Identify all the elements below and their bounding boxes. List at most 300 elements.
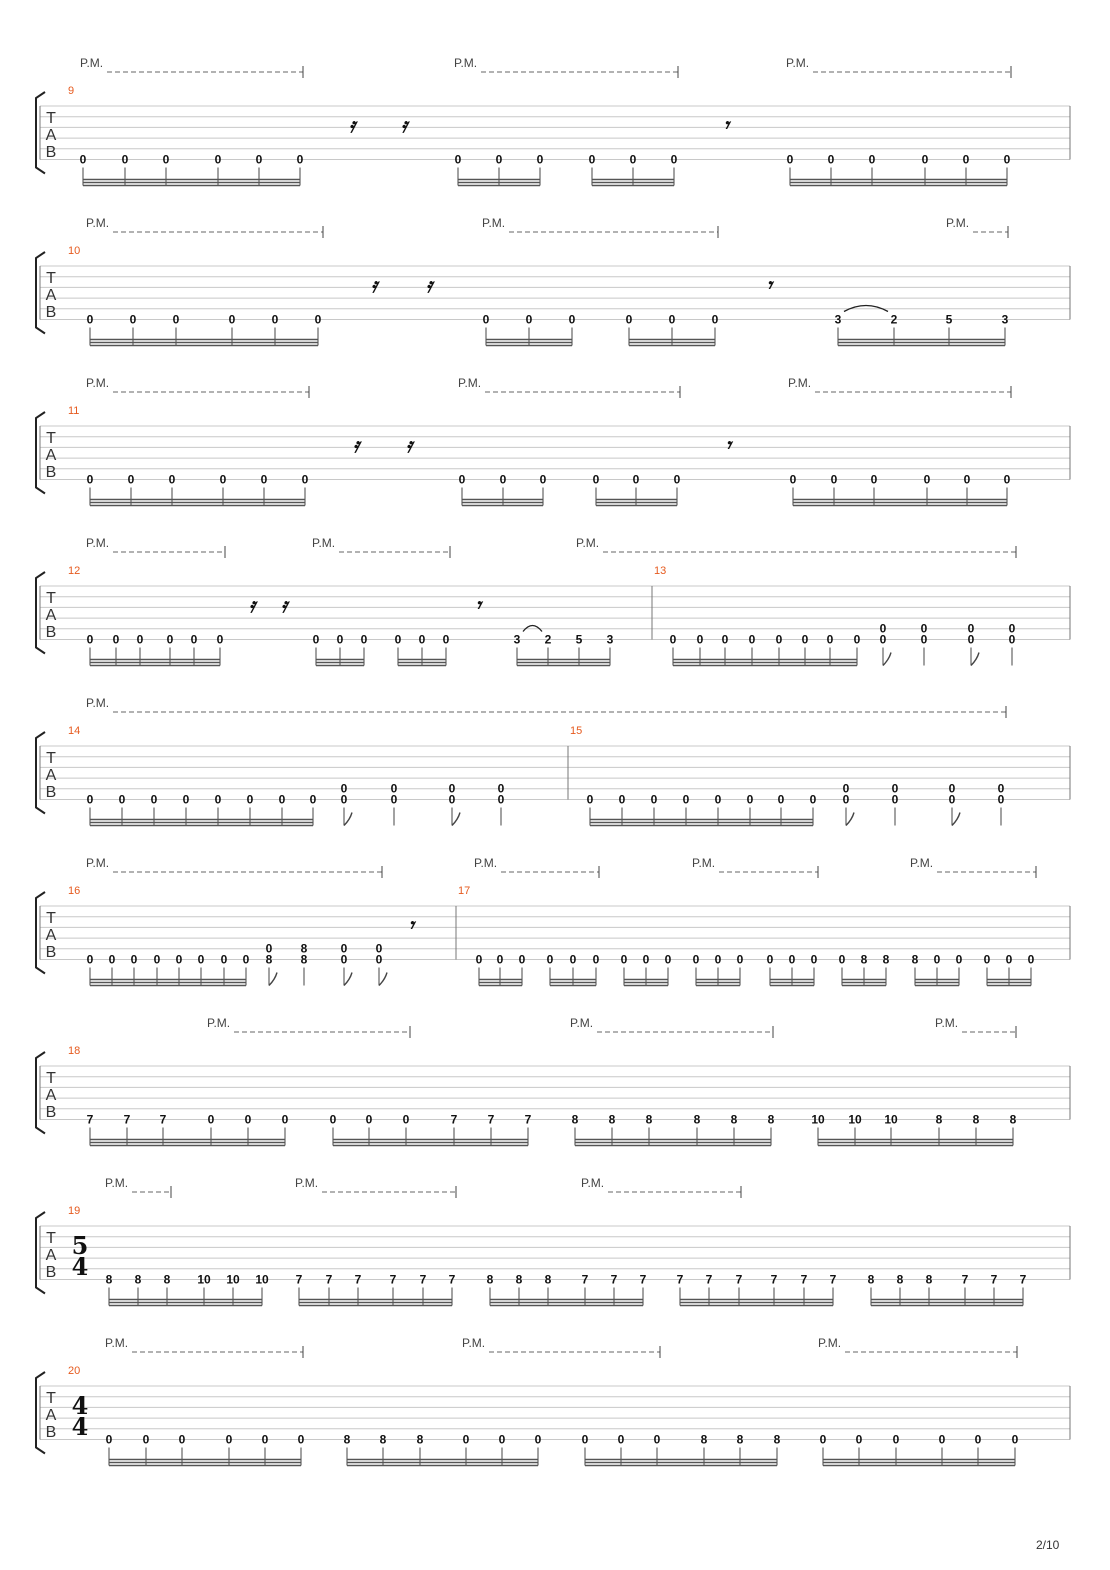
- palm-mute-label: P.M.: [105, 1176, 129, 1190]
- fret-number: 0: [855, 1432, 863, 1447]
- fret-number: 0: [692, 952, 700, 967]
- fret-number: 0: [86, 472, 94, 487]
- tab-clef-letter: A: [45, 287, 57, 304]
- tab-clef-letter: B: [45, 944, 57, 961]
- time-signature-top: 4: [71, 1391, 89, 1420]
- fret-number: 0: [539, 472, 547, 487]
- time-signature-bottom: 4: [71, 1252, 89, 1281]
- palm-mute-label: P.M.: [581, 1176, 605, 1190]
- fret-number: 0: [525, 312, 533, 327]
- fret-number: 0: [220, 952, 228, 967]
- tab-clef-letter: B: [45, 624, 57, 641]
- fret-number: 0: [442, 632, 450, 647]
- fret-number: 0: [86, 312, 94, 327]
- tab-clef-letter: T: [46, 110, 56, 127]
- fret-number: 7: [770, 1272, 778, 1287]
- fret-number: 0: [496, 952, 504, 967]
- fret-number: 0: [418, 632, 426, 647]
- note-flag: [269, 973, 277, 986]
- tab-system: [36, 696, 1070, 826]
- tab-clef-letter: B: [45, 1104, 57, 1121]
- tab-system: [36, 856, 1070, 986]
- palm-mute-label: P.M.: [105, 1336, 129, 1350]
- tab-system: [36, 376, 1070, 506]
- tab-system: [36, 1016, 1070, 1146]
- fret-number: 0: [365, 1112, 373, 1127]
- fret-number: 0: [242, 952, 250, 967]
- fret-number: 0: [475, 952, 483, 967]
- tab-system: [36, 56, 1070, 186]
- fret-number: 0: [129, 312, 137, 327]
- fret-number: 8: [300, 952, 308, 967]
- fret-number: 0: [175, 952, 183, 967]
- fret-number: 8: [730, 1112, 738, 1127]
- fret-number: 0: [340, 941, 348, 956]
- fret-number: 0: [1008, 621, 1016, 636]
- time-signature-bottom: 4: [71, 1412, 89, 1441]
- measure-number: 17: [458, 885, 471, 897]
- fret-number: 0: [974, 1432, 982, 1447]
- tab-clef-letter: T: [46, 1390, 56, 1407]
- fret-number: 0: [207, 1112, 215, 1127]
- fret-number: 8: [860, 952, 868, 967]
- rest-symbol: 𝄿: [400, 113, 408, 137]
- palm-mute-label: P.M.: [910, 856, 934, 870]
- fret-number: 0: [108, 952, 116, 967]
- fret-number: 0: [997, 792, 1005, 807]
- fret-number: 0: [281, 1112, 289, 1127]
- fret-number: 8: [379, 1432, 387, 1447]
- note-flag: [846, 813, 854, 826]
- fret-number: 0: [696, 632, 704, 647]
- tab-clef-letter: T: [46, 270, 56, 287]
- fret-number: 0: [336, 632, 344, 647]
- tab-clef-letter: A: [45, 607, 57, 624]
- fret-number: 7: [524, 1112, 532, 1127]
- fret-number: 0: [588, 152, 596, 167]
- fret-number: 7: [676, 1272, 684, 1287]
- fret-number: 2: [890, 312, 898, 327]
- fret-number: 0: [112, 632, 120, 647]
- tab-clef-letter: T: [46, 910, 56, 927]
- fret-number: 0: [830, 472, 838, 487]
- fret-number: 0: [340, 781, 348, 796]
- fret-number: 0: [162, 152, 170, 167]
- fret-number: 0: [842, 781, 850, 796]
- rest-symbol: 𝄿: [370, 273, 378, 297]
- fret-number: 7: [448, 1272, 456, 1287]
- fret-number: 0: [246, 792, 254, 807]
- palm-mute-label: P.M.: [935, 1016, 959, 1030]
- fret-number: 0: [879, 621, 887, 636]
- fret-number: 0: [569, 952, 577, 967]
- rest-symbol: 𝄾: [725, 433, 731, 457]
- fret-number: 0: [105, 1432, 113, 1447]
- fret-number: 0: [592, 952, 600, 967]
- fret-number: 0: [495, 152, 503, 167]
- rest-symbol: 𝄿: [425, 273, 433, 297]
- fret-number: 0: [271, 312, 279, 327]
- fret-number: 0: [938, 1432, 946, 1447]
- tab-clef-letter: B: [45, 1264, 57, 1281]
- fret-number: 0: [682, 792, 690, 807]
- fret-number: 0: [586, 792, 594, 807]
- fret-number: 7: [86, 1112, 94, 1127]
- fret-number: 0: [228, 312, 236, 327]
- fret-number: 0: [650, 792, 658, 807]
- fret-number: 0: [261, 1432, 269, 1447]
- rest-symbol: 𝄿: [248, 593, 256, 617]
- fret-number: 8: [767, 1112, 775, 1127]
- fret-number: 0: [983, 952, 991, 967]
- fret-number: 0: [788, 952, 796, 967]
- fret-number: 8: [911, 952, 919, 967]
- palm-mute-label: P.M.: [474, 856, 498, 870]
- fret-number: 0: [182, 792, 190, 807]
- tab-clef-letter: T: [46, 1070, 56, 1087]
- fret-number: 0: [801, 632, 809, 647]
- fret-number: 8: [571, 1112, 579, 1127]
- fret-number: 0: [592, 472, 600, 487]
- fret-number: 0: [777, 792, 785, 807]
- palm-mute-label: P.M.: [818, 1336, 842, 1350]
- fret-number: 7: [159, 1112, 167, 1127]
- fret-number: 7: [800, 1272, 808, 1287]
- fret-number: 10: [884, 1112, 898, 1127]
- fret-number: 7: [419, 1272, 427, 1287]
- tab-clef-letter: T: [46, 590, 56, 607]
- tab-clef-letter: T: [46, 750, 56, 767]
- fret-number: 0: [536, 152, 544, 167]
- fret-number: 0: [79, 152, 87, 167]
- tab-clef-letter: B: [45, 464, 57, 481]
- measure-number: 10: [68, 245, 81, 257]
- tab-clef-letter: A: [45, 1407, 57, 1424]
- fret-number: 10: [226, 1272, 240, 1287]
- fret-number: 7: [639, 1272, 647, 1287]
- fret-number: 0: [1005, 952, 1013, 967]
- fret-number: 0: [629, 152, 637, 167]
- fret-number: 0: [955, 952, 963, 967]
- measure-number: 12: [68, 565, 81, 577]
- fret-number: 0: [375, 952, 383, 967]
- palm-mute-label: P.M.: [786, 56, 810, 70]
- fret-number: 8: [773, 1432, 781, 1447]
- fret-number: 3: [513, 632, 521, 647]
- measure-number: 13: [654, 565, 667, 577]
- fret-number: 8: [608, 1112, 616, 1127]
- fret-number: 7: [389, 1272, 397, 1287]
- fret-number: 0: [838, 952, 846, 967]
- fret-number: 0: [653, 1432, 661, 1447]
- fret-number: 8: [163, 1272, 171, 1287]
- palm-mute-label: P.M.: [86, 856, 110, 870]
- fret-number: 0: [214, 792, 222, 807]
- fret-number: 0: [497, 781, 505, 796]
- fret-number: 10: [811, 1112, 825, 1127]
- tab-system: [36, 536, 1070, 666]
- fret-number: 0: [775, 632, 783, 647]
- fret-number: 8: [736, 1432, 744, 1447]
- fret-number: 8: [925, 1272, 933, 1287]
- fret-number: 0: [1027, 952, 1035, 967]
- fret-number: 0: [219, 472, 227, 487]
- fret-number: 10: [848, 1112, 862, 1127]
- palm-mute-label: P.M.: [482, 216, 506, 230]
- fret-number: 3: [834, 312, 842, 327]
- fret-number: 0: [827, 152, 835, 167]
- fret-number: 0: [746, 792, 754, 807]
- rest-symbol: 𝄾: [408, 913, 414, 937]
- fret-number: 0: [581, 1432, 589, 1447]
- palm-mute-label: P.M.: [86, 696, 110, 710]
- fret-number: 7: [610, 1272, 618, 1287]
- tab-clef-letter: A: [45, 127, 57, 144]
- note-flag: [971, 653, 979, 666]
- fret-number: 0: [130, 952, 138, 967]
- fret-number: 0: [642, 952, 650, 967]
- palm-mute-label: P.M.: [454, 56, 478, 70]
- fret-number: 0: [340, 792, 348, 807]
- fret-number: 3: [606, 632, 614, 647]
- tab-system: [36, 1176, 1070, 1306]
- fret-number: 0: [214, 152, 222, 167]
- tab-clef-letter: A: [45, 447, 57, 464]
- palm-mute-label: P.M.: [86, 376, 110, 390]
- fret-number: 0: [826, 632, 834, 647]
- note-flag: [344, 973, 352, 986]
- fret-number: 0: [309, 792, 317, 807]
- tab-clef-letter: T: [46, 1230, 56, 1247]
- fret-number: 0: [967, 632, 975, 647]
- tab-clef-letter: B: [45, 784, 57, 801]
- fret-number: 0: [670, 152, 678, 167]
- note-flag: [883, 653, 891, 666]
- fret-number: 0: [1003, 152, 1011, 167]
- fret-number: 8: [645, 1112, 653, 1127]
- palm-mute-label: P.M.: [312, 536, 336, 550]
- palm-mute-label: P.M.: [86, 536, 110, 550]
- palm-mute-label: P.M.: [576, 536, 600, 550]
- fret-number: 0: [668, 312, 676, 327]
- fret-number: 0: [948, 792, 956, 807]
- note-flag: [452, 813, 460, 826]
- fret-number: 0: [265, 941, 273, 956]
- tab-clef-letter: B: [45, 304, 57, 321]
- palm-mute-label: P.M.: [462, 1336, 486, 1350]
- fret-number: 0: [497, 792, 505, 807]
- rest-symbol: 𝄾: [766, 273, 772, 297]
- measure-number: 11: [68, 405, 80, 417]
- fret-number: 0: [786, 152, 794, 167]
- palm-mute-label: P.M.: [788, 376, 812, 390]
- fret-number: 0: [766, 952, 774, 967]
- measure-number: 16: [68, 885, 81, 897]
- rest-symbol: 𝄿: [348, 113, 356, 137]
- fret-number: 0: [178, 1432, 186, 1447]
- fret-number: 0: [879, 632, 887, 647]
- fret-number: 8: [134, 1272, 142, 1287]
- fret-number: 0: [920, 632, 928, 647]
- measure-number: 19: [68, 1205, 81, 1217]
- fret-number: 0: [86, 632, 94, 647]
- fret-number: 0: [301, 472, 309, 487]
- palm-mute-label: P.M.: [80, 56, 104, 70]
- fret-number: 0: [86, 952, 94, 967]
- fret-number: 0: [810, 952, 818, 967]
- fret-number: 0: [933, 952, 941, 967]
- fret-number: 8: [515, 1272, 523, 1287]
- fret-number: 0: [394, 632, 402, 647]
- fret-number: 0: [1011, 1432, 1019, 1447]
- note-flag: [379, 973, 387, 986]
- fret-number: 7: [487, 1112, 495, 1127]
- fret-number: 0: [402, 1112, 410, 1127]
- fret-number: 0: [714, 792, 722, 807]
- fret-number: 8: [265, 952, 273, 967]
- fret-number: 0: [891, 781, 899, 796]
- fret-number: 8: [416, 1432, 424, 1447]
- rest-symbol: 𝄾: [723, 113, 729, 137]
- palm-mute-label: P.M.: [946, 216, 970, 230]
- measure-number: 9: [68, 85, 75, 97]
- fret-number: 7: [325, 1272, 333, 1287]
- fret-number: 0: [842, 792, 850, 807]
- palm-mute-label: P.M.: [458, 376, 482, 390]
- fret-number: 7: [295, 1272, 303, 1287]
- fret-number: 8: [700, 1432, 708, 1447]
- palm-mute-label: P.M.: [692, 856, 716, 870]
- rest-symbol: 𝄿: [405, 433, 413, 457]
- fret-number: 0: [948, 781, 956, 796]
- measure-number: 20: [68, 1365, 81, 1377]
- fret-number: 0: [711, 312, 719, 327]
- fret-number: 0: [568, 312, 576, 327]
- fret-number: 5: [945, 312, 953, 327]
- fret-number: 0: [870, 472, 878, 487]
- fret-number: 0: [1008, 632, 1016, 647]
- fret-number: 0: [255, 152, 263, 167]
- fret-number: 0: [819, 1432, 827, 1447]
- tab-clef-letter: A: [45, 927, 57, 944]
- fret-number: 8: [486, 1272, 494, 1287]
- fret-number: 7: [354, 1272, 362, 1287]
- fret-number: 0: [136, 632, 144, 647]
- note-flag: [344, 813, 352, 826]
- fret-number: 0: [868, 152, 876, 167]
- fret-number: 0: [721, 632, 729, 647]
- fret-number: 0: [142, 1432, 150, 1447]
- tab-clef-letter: A: [45, 767, 57, 784]
- fret-number: 7: [581, 1272, 589, 1287]
- fret-number: 0: [518, 952, 526, 967]
- fret-number: 0: [789, 472, 797, 487]
- fret-number: 0: [963, 472, 971, 487]
- fret-number: 0: [499, 472, 507, 487]
- time-signature-top: 5: [71, 1231, 89, 1260]
- fret-number: 7: [450, 1112, 458, 1127]
- fret-number: 8: [693, 1112, 701, 1127]
- tab-clef-letter: A: [45, 1087, 57, 1104]
- fret-number: 8: [867, 1272, 875, 1287]
- fret-number: 0: [296, 152, 304, 167]
- note-flag: [952, 813, 960, 826]
- fret-number: 0: [448, 792, 456, 807]
- fret-number: 0: [920, 621, 928, 636]
- fret-number: 0: [127, 472, 135, 487]
- fret-number: 0: [150, 792, 158, 807]
- fret-number: 0: [534, 1432, 542, 1447]
- fret-number: 8: [105, 1272, 113, 1287]
- fret-number: 10: [197, 1272, 211, 1287]
- measure-number: 18: [68, 1045, 81, 1057]
- measure-number: 15: [570, 725, 583, 737]
- fret-number: 7: [961, 1272, 969, 1287]
- rest-symbol: 𝄿: [352, 433, 360, 457]
- fret-number: 2: [544, 632, 552, 647]
- fret-number: 0: [360, 632, 368, 647]
- palm-mute-label: P.M.: [86, 216, 110, 230]
- fret-number: 7: [123, 1112, 131, 1127]
- fret-number: 3: [1001, 312, 1009, 327]
- fret-number: 0: [482, 312, 490, 327]
- fret-number: 0: [669, 632, 677, 647]
- fret-number: 0: [892, 1432, 900, 1447]
- fret-number: 0: [297, 1432, 305, 1447]
- fret-number: 8: [972, 1112, 980, 1127]
- fret-number: 0: [1003, 472, 1011, 487]
- fret-number: 0: [260, 472, 268, 487]
- fret-number: 0: [197, 952, 205, 967]
- fret-number: 0: [312, 632, 320, 647]
- fret-number: 8: [300, 941, 308, 956]
- fret-number: 0: [921, 152, 929, 167]
- rest-symbol: 𝄾: [475, 593, 481, 617]
- fret-number: 8: [896, 1272, 904, 1287]
- tab-clef-letter: A: [45, 1247, 57, 1264]
- fret-number: 0: [86, 792, 94, 807]
- fret-number: 0: [809, 792, 817, 807]
- fret-number: 0: [118, 792, 126, 807]
- fret-number: 0: [498, 1432, 506, 1447]
- fret-number: 10: [255, 1272, 269, 1287]
- palm-mute-label: P.M.: [570, 1016, 594, 1030]
- fret-number: 7: [735, 1272, 743, 1287]
- fret-number: 0: [454, 152, 462, 167]
- fret-number: 0: [216, 632, 224, 647]
- fret-number: 8: [935, 1112, 943, 1127]
- fret-number: 8: [544, 1272, 552, 1287]
- tab-system: [36, 216, 1070, 346]
- fret-number: 0: [172, 312, 180, 327]
- fret-number: 0: [190, 632, 198, 647]
- fret-number: 0: [340, 952, 348, 967]
- fret-number: 0: [664, 952, 672, 967]
- fret-number: 0: [448, 781, 456, 796]
- fret-number: 7: [1019, 1272, 1027, 1287]
- fret-number: 0: [458, 472, 466, 487]
- fret-number: 0: [620, 952, 628, 967]
- fret-number: 0: [390, 781, 398, 796]
- tab-clef-letter: B: [45, 1424, 57, 1441]
- fret-number: 7: [990, 1272, 998, 1287]
- page-number: 2/10: [1036, 1538, 1060, 1552]
- measure-number: 14: [68, 725, 81, 737]
- fret-number: 0: [329, 1112, 337, 1127]
- fret-number: 0: [121, 152, 129, 167]
- fret-number: 0: [853, 632, 861, 647]
- rest-symbol: 𝄿: [280, 593, 288, 617]
